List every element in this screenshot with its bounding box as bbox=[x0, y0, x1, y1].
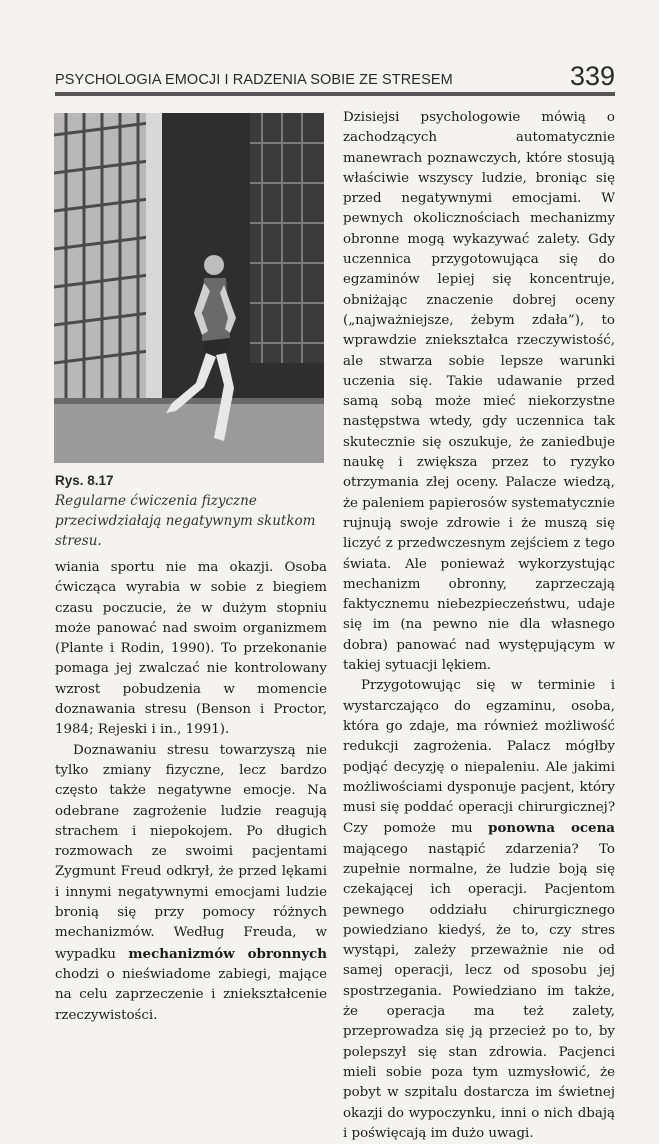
figure-label: Rys. 8.17 bbox=[55, 473, 114, 488]
page-number: 339 bbox=[569, 61, 615, 91]
paragraph-text: chodzi o nieświadome zabiegi, mające na celu zaprzeczenie i zniekształcenie rzeczywistości. bbox=[55, 966, 327, 1023]
figure-caption bbox=[55, 473, 327, 551]
paragraph-text: mającego nastąpić zdarzenia? To zupełnie normalne, że ludzie boją się czekającej ich operacji. Pacjentom pewnego oddziału chirurgicznego powiedziano kiedyś, że to, czy stres wystąpi, zależy przeważnie nie od samej operacji, lecz od sposobu jej spostrzegania. Powiedziano im także, że operacja ma też zalety, przeprowadza się ją przecież po to, by polepszył się stan zdrowia. Pacjenci mieli sobie poza tym uzmysłowić, że pobyt w szpitalu dostarcza im świetnej okazji do wypoczynku, inni o nich dbają i poświęcają im dużo uwagi. bbox=[343, 841, 615, 1141]
running-title: PSYCHOLOGIA EMOCJI I RADZENIA SOBIE ZE STRESEM bbox=[55, 72, 453, 88]
paragraph-text: Przygotowując się w terminie i wystarczająco do egzaminu, osoba, która go zdaje, ma również możliwość redukcji zagrożenia. Palacz mógłby podjąć decyzję o niepaleniu. Ale jakimi możliwościami dysponuje pacjent, który musi się poddać operacji chirurgicznej? Czy pomoże mu bbox=[343, 678, 615, 837]
paragraph bbox=[55, 741, 327, 1026]
figure-photo bbox=[54, 113, 324, 463]
runner-photo-icon bbox=[54, 113, 324, 463]
paragraph: Dzisiejsi psychologowie mówią o zachodzących automatycznie manewrach poznawczych, które stosują właściwie wszyscy ludzie, broniąc się przed negatywnymi emocjami. W pewnych okolicznościach mechanizmy obronne mogą wykazywać zalety. Gdy uczennica przygotowująca się do egzaminów lepiej się koncentruje, obniżając znaczenie dobrej oceny („najważniejsze, żebym zdała”), to wprawdzie zniekształca rzeczywistość, ale stwarza sobie lepsze warunki uczenia się. Takie udawanie przed samą sobą może mieć niekorzystne następstwa wtedy, gdy uczennica tak skutecznie się oszukuje, że zaniedbuje naukę i zwiększa przez to ryzyko otrzymania złej oceny. Palacze wiedzą, że paleniem papierosów systematycznie rujnują swoje zdrowie i że muszą się liczyć z przedwczesnym zejściem z tego świata. Ale ponieważ wykorzystując mechanizm obronny, zaprzeczają faktycznemu niebezpieczeństwu, udaje się im (na pewno nie dla własnego dobra) panować nad występującym w takiej sytuacji lękiem. bbox=[343, 110, 615, 674]
figure-caption-text: Regularne ćwiczenia fizyczne przeciwdziałają negatywnym skutkom stresu. bbox=[55, 493, 316, 549]
paragraph: wiania sportu nie ma okazji. Osoba ćwicząca wyrabia w sobie z biegiem czasu poczucie, że w dużym stopniu może panować nad swoim organizmem (Plante i Rodin, 1990). To przekonanie pomaga jej zwalczać nie kontrolowany wzrost pobudzenia w momencie doznawania stresu (Benson i Proctor, 1984; Rejeski i in., 1991). bbox=[55, 560, 327, 738]
key-term: mechanizmów obronnych bbox=[128, 945, 327, 962]
page-header bbox=[55, 61, 615, 96]
right-column bbox=[343, 108, 615, 1144]
key-term: ponowna ocena bbox=[488, 820, 615, 837]
paragraph bbox=[343, 676, 615, 1144]
paragraph-text: Doznawaniu stresu towarzyszą nie tylko zmiany fizyczne, lecz bardzo często także negatywne emocje. Na odebrane zagrożenie ludzie reagują strachem i niepokojem. Po długich rozmowach ze swoimi pacjentami Zygmunt Freud odkrył, że przed lękami i innymi negatywnymi emocjami ludzie bronią się przy pomocy różnych mechanizmów. Według Freuda, w wypadku bbox=[55, 742, 327, 962]
